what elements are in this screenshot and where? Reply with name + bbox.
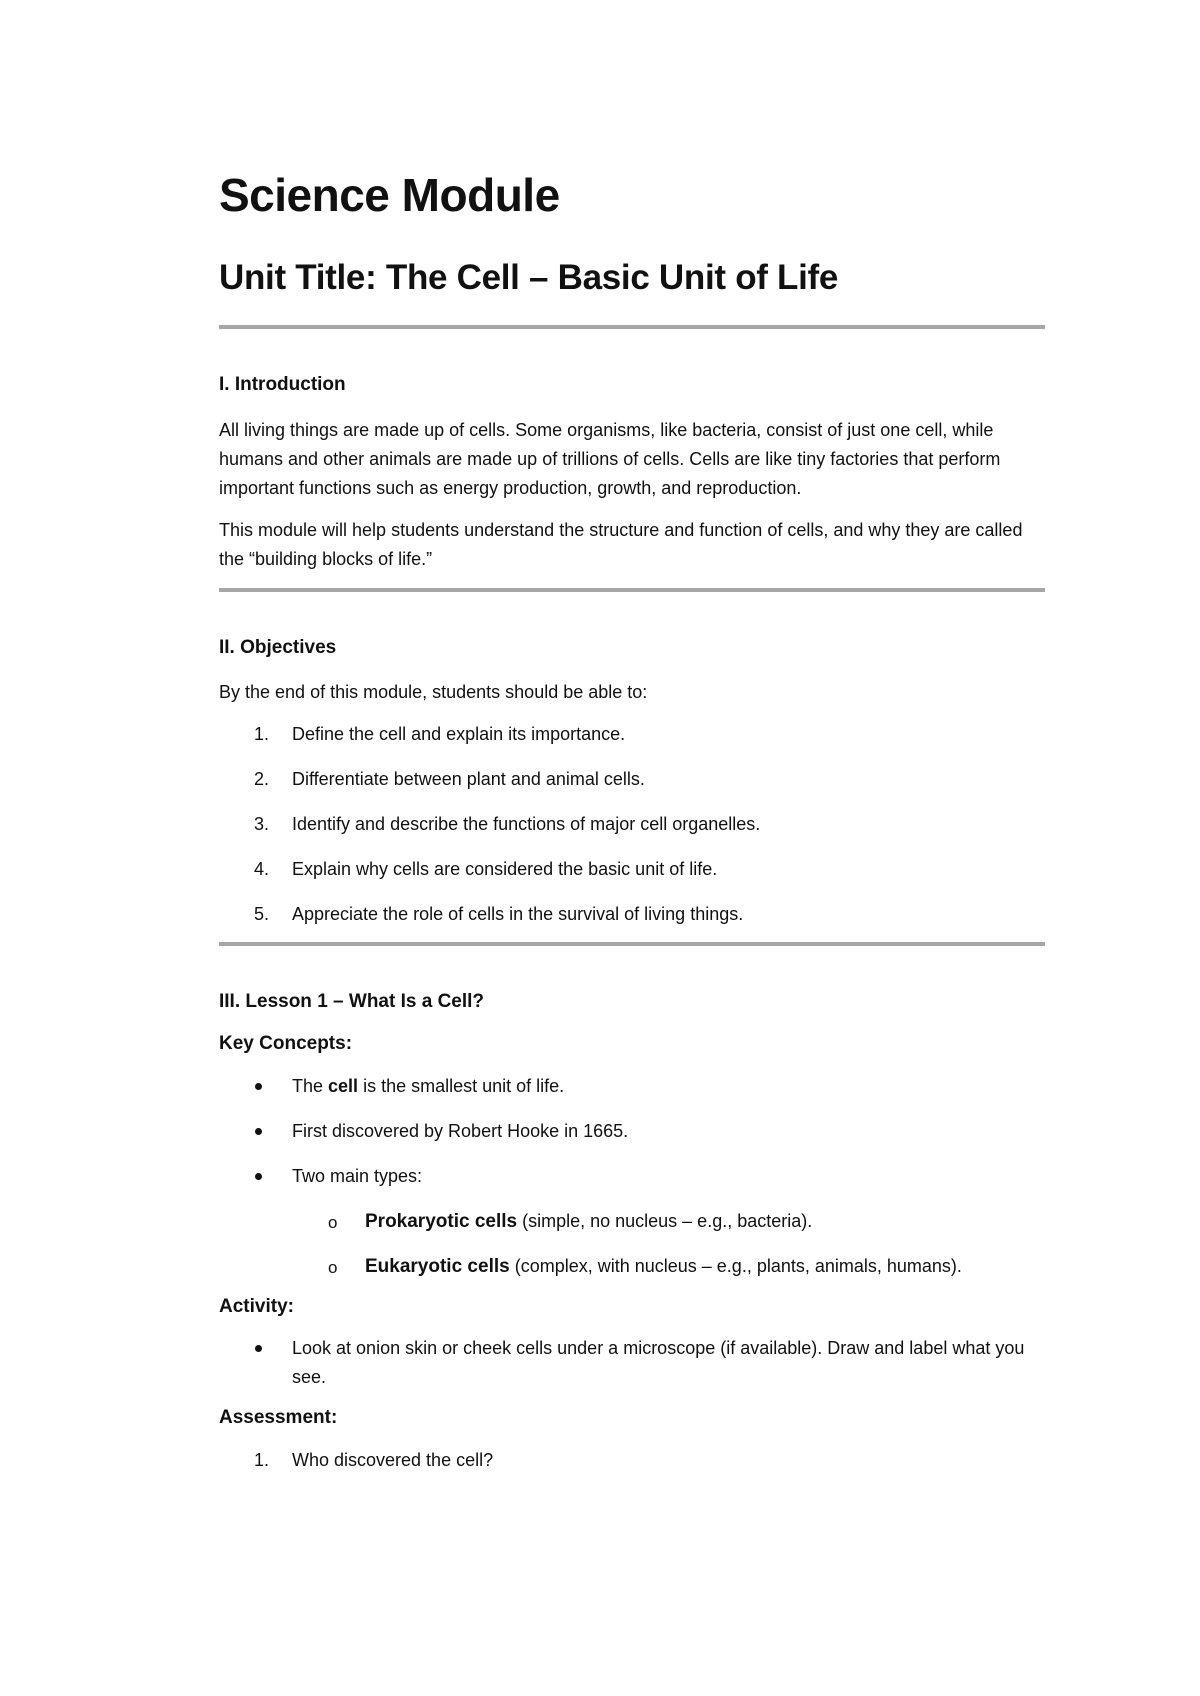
section-divider: [219, 325, 1045, 329]
list-item: [219, 1334, 1045, 1392]
list-item: [219, 720, 1045, 749]
list-item-text: Identify and describe the functions of major cell organelles.: [292, 814, 761, 835]
circle-bullet-icon: o: [328, 1212, 338, 1232]
list-item-text: Define the cell and explain its importance.: [292, 724, 626, 745]
concept-text-post: is the smallest unit of life.: [358, 1075, 565, 1096]
cell-type-text: (simple, no nucleus – e.g., bacteria).: [517, 1210, 813, 1231]
list-number: 3.: [254, 814, 270, 835]
list-item: [219, 765, 1045, 794]
introduction-heading: I. Introduction: [219, 374, 346, 395]
concept-text: Two main types:: [292, 1165, 423, 1186]
bullet-icon: [255, 1345, 262, 1352]
objectives-intro: By the end of this module, students should be able to:: [219, 682, 648, 703]
cell-type-bold: Eukaryotic cells: [365, 1255, 510, 1277]
list-number: 1.: [254, 1450, 270, 1471]
document-title: Science Module: [219, 169, 560, 221]
list-item: [219, 1072, 1045, 1101]
list-number: 4.: [254, 859, 270, 880]
activity-label: Activity:: [219, 1295, 294, 1317]
document-page: [219, 160, 1045, 1475]
list-item: [219, 1117, 1045, 1146]
objectives-heading: II. Objectives: [219, 636, 337, 658]
introduction-section: [219, 373, 1045, 574]
list-item-text: Who discovered the cell?: [292, 1450, 494, 1471]
objectives-list: [219, 720, 1045, 929]
list-item-text: Appreciate the role of cells in the survival of living things.: [292, 904, 744, 925]
bullet-icon: [255, 1173, 262, 1180]
introduction-paragraph-2: This module will help students understand the structure and function of cells, and why they are called the “building blocks of life.”: [219, 519, 1023, 569]
assessment-list: [219, 1446, 1045, 1475]
list-item: [219, 855, 1045, 884]
list-item: [219, 810, 1045, 839]
list-item: [219, 1252, 1045, 1281]
concept-text: First discovered by Robert Hooke in 1665.: [292, 1120, 629, 1141]
circle-bullet-icon: o: [328, 1257, 338, 1277]
key-concepts-list: [219, 1072, 1045, 1281]
list-number: 1.: [254, 724, 270, 745]
unit-title-value: The Cell – Basic Unit of Life: [376, 258, 839, 297]
cell-type-text: (complex, with nucleus – e.g., plants, animals, humans).: [509, 1255, 962, 1276]
objectives-section: [219, 636, 1045, 930]
list-item: [219, 1446, 1045, 1475]
unit-title: [219, 260, 1045, 295]
bullet-icon: [255, 1083, 262, 1090]
introduction-paragraph-1: All living things are made up of cells. Some organisms, like bacteria, consist of just one cell, while humans and other animals are made up of trillions of cells. Cells are like tiny factories that perform important functions such as energy production, growth, and reproduction.: [219, 419, 1001, 498]
section-divider: [219, 942, 1045, 946]
key-concepts-label: Key Concepts:: [219, 1033, 353, 1055]
lesson1-heading: III. Lesson 1 – What Is a Cell?: [219, 991, 485, 1013]
lesson1-section: [219, 990, 1045, 1475]
activity-text: Look at onion skin or cheek cells under a microscope (if available). Draw and label what you see.: [292, 1338, 1025, 1388]
unit-title-label: Unit Title:: [219, 258, 377, 297]
list-item-text: Differentiate between plant and animal cells.: [292, 769, 645, 790]
bullet-icon: [255, 1128, 262, 1135]
list-item: [219, 900, 1045, 929]
list-number: 5.: [254, 904, 270, 925]
list-item-text: Explain why cells are considered the basic unit of life.: [292, 859, 718, 880]
list-item: [219, 1162, 1045, 1191]
list-number: 2.: [254, 769, 270, 790]
list-item: [219, 1207, 1045, 1236]
cell-type-bold: Prokaryotic cells: [365, 1210, 518, 1232]
concept-text-pre: The: [292, 1075, 329, 1096]
section-divider: [219, 588, 1045, 592]
concept-text-bold: cell: [328, 1075, 359, 1096]
assessment-label: Assessment:: [219, 1407, 338, 1429]
